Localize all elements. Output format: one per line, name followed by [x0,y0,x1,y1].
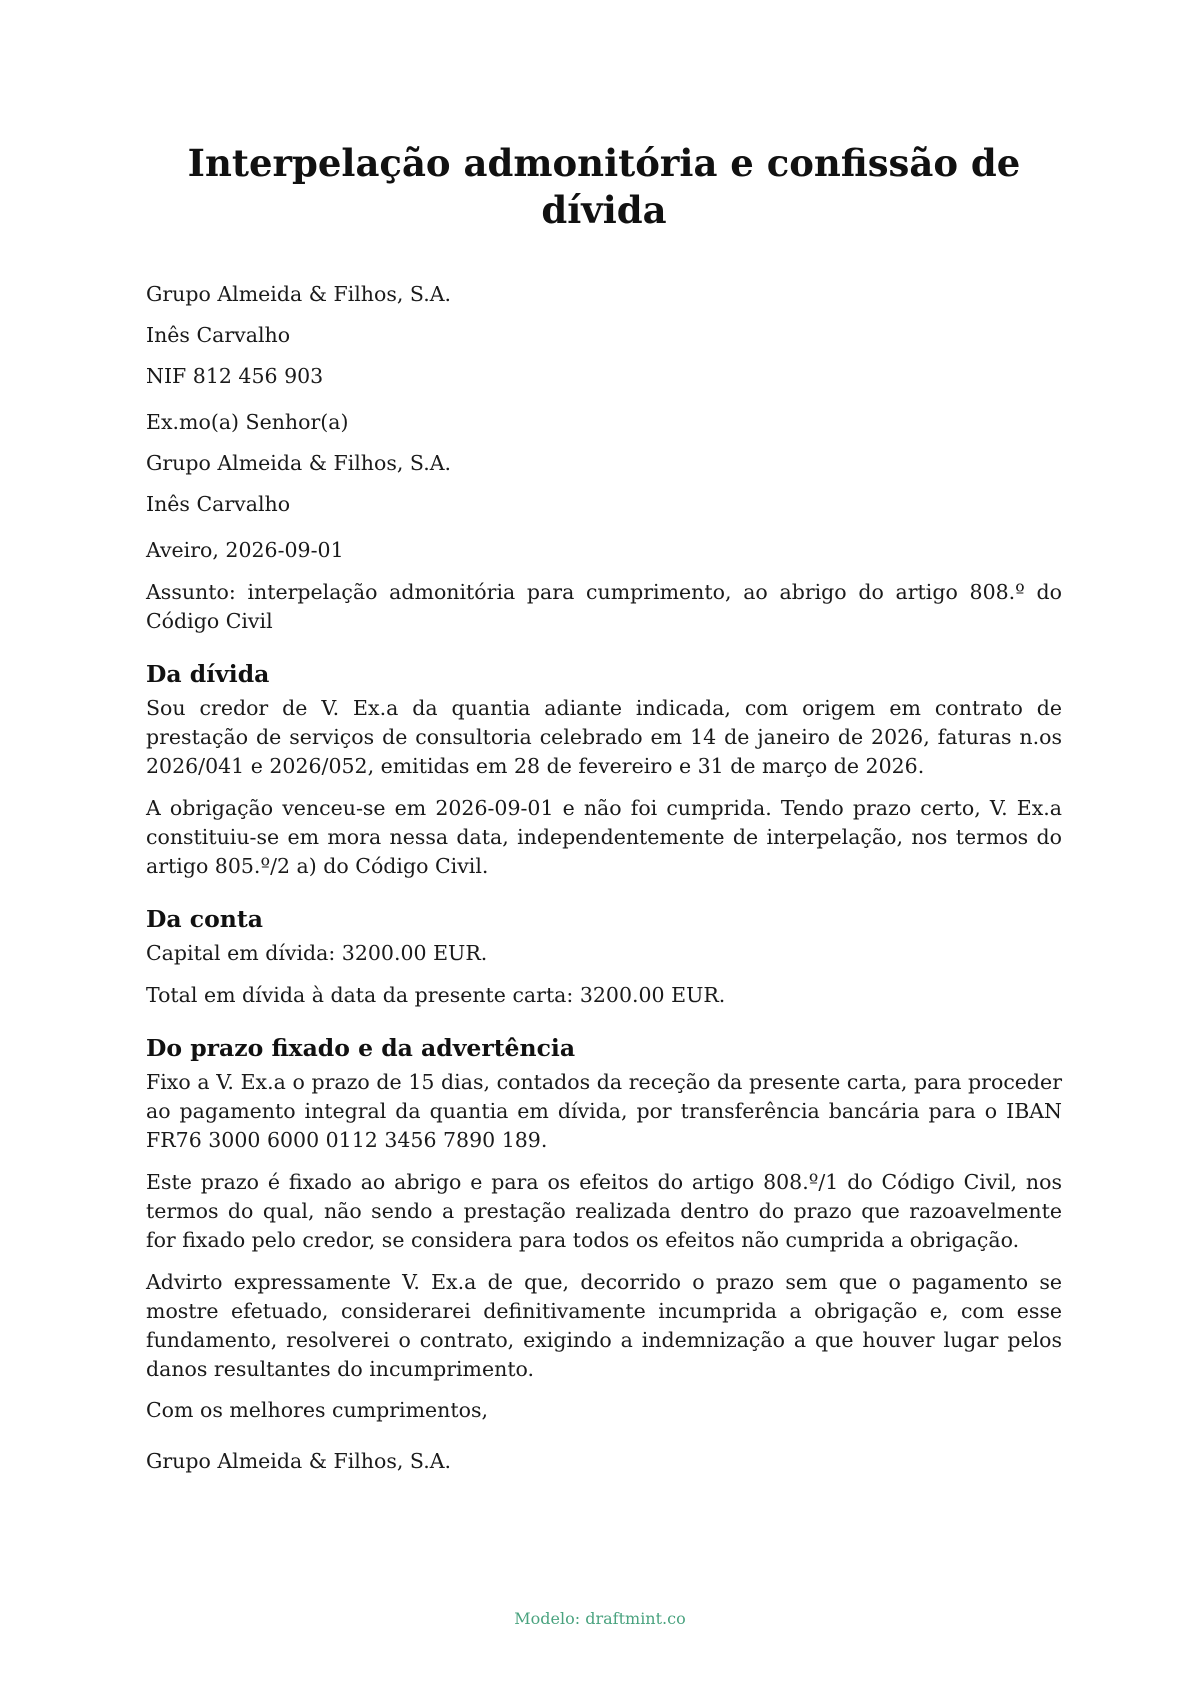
addressee-name: Inês Carvalho [146,492,291,516]
letter-document [146,140,1062,1489]
section-heading: Da dívida [146,660,270,688]
section-divida [146,659,1062,881]
section-conta [146,904,1062,1010]
subject-line: Assunto: interpelação admonitória para cumprimento, ao abrigo do artigo 808.º do Código Civil [146,580,1062,633]
signature-line: Grupo Almeida & Filhos, S.A. [146,1449,452,1473]
paragraph: A obrigação venceu-se em 2026-09-01 e não foi cumprida. Tendo prazo certo, V. Ex.a constituiu-se em mora nessa data, independentemente de interpelação, nos termos do artigo 805.º/2 a) do Código Civil. [146,796,1062,878]
closing-line: Com os melhores cumprimentos, [146,1398,488,1422]
capital-line: Capital em dívida: 3200.00 EUR. [146,941,488,965]
date-line: Aveiro, 2026-09-01 [146,538,344,562]
addressee-block [146,409,1062,517]
footer-credit: Modelo: draftmint.co [514,1609,686,1628]
sender-nif: NIF 812 456 903 [146,364,324,388]
paragraph: Advirto expressamente V. Ex.a de que, decorrido o prazo sem que o pagamento se mostre efetuado, considerarei definitivamente incumprida a obrigação e, com esse fundamento, resolverei o contrato, exigindo a indemnização a que houver lugar pelos danos resultantes do incumprimento. [146,1270,1062,1381]
document-title: Interpelação admonitória e confissão de dívida [187,141,1021,232]
total-line: Total em dívida à data da presente carta: 3200.00 EUR. [146,983,726,1007]
section-heading: Da conta [146,905,263,933]
addressee-company: Grupo Almeida & Filhos, S.A. [146,451,452,475]
section-heading: Do prazo fixado e da advertência [146,1034,576,1062]
sender-company: Grupo Almeida & Filhos, S.A. [146,282,452,306]
section-prazo [146,1033,1062,1384]
paragraph: Sou credor de V. Ex.a da quantia adiante indicada, com origem em contrato de prestação de serviços de consultoria celebrado em 14 de janeiro de 2026, faturas n.os 2026/041 e 2026/052, emitidas em 28 de fevereiro e 31 de março de 2026. [146,696,1062,778]
date-subject-block [146,537,1062,636]
sender-block [146,281,1062,389]
paragraph: Fixo a V. Ex.a o prazo de 15 dias, contados da receção da presente carta, para proceder ao pagamento integral da quantia em dívida, por transferência bancária para o IBAN FR76 3000 6000 0112 3456 7890 189. [146,1070,1062,1152]
sender-name: Inês Carvalho [146,323,291,347]
paragraph: Este prazo é fixado ao abrigo e para os efeitos do artigo 808.º/1 do Código Civil, nos termos do qual, não sendo a prestação realizada dentro do prazo que razoavelmente for fixado pelo credor, se considera para todos os efeitos não cumprida a obrigação. [146,1170,1062,1252]
addressee-salutation: Ex.mo(a) Senhor(a) [146,410,349,434]
